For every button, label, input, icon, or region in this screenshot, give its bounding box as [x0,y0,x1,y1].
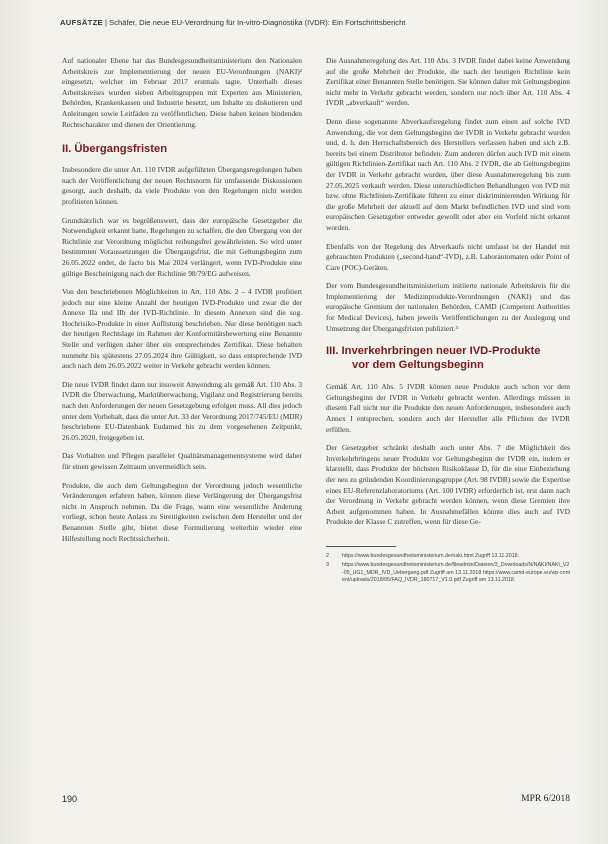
heading-line-1: III. Inverkehrbringen neuer IVD-Produkte [326,345,541,358]
right-column [326,56,570,587]
footnote-text: https://www.bundesgesundheitsministerium.de/naki.html Zugriff 13.11.2018. [342,552,520,559]
heading-line-2: vor dem Geltungsbeginn [352,359,484,372]
footnote-divider [326,546,396,547]
paragraph: Auf nationaler Ebene hat das Bundesgesundheitsministerium den Nationalen Arbeitskreis zur Implementierung der neuen EU-Verordnungen (NAKI)² eingesetzt, welcher im Februar 2017 erstmals tagte. Unterhalb dieses Arbeitskreises wurden sieben Arbeitsgruppen mit Experten aus Ministerien, Behörden, Krankenkassen und Industrie besetzt, um Inhalte zu diskutieren und Anleitungen sowie Leitfäden zu veröffentlichen. Diese haben keinen bindenden Rechtscharakter und dienen der Orientierung. [62,56,302,129]
paragraph: Denn diese sogenannte Abverkaufsregelung findet zum einen auf solche IVD Anwendung, die vor dem Geltungsbeginn der IVDR in Verkehr gebracht wurden und, d. h. den Herrschaftsbereich des Herstellers verlassen haben und sich z.B. bereits bei einem Distributor befinden. Zum anderen dürfen auch IVD mit einem gültigen Richtlinien-Zertifikat nach Art. 110 Abs. 2 IVDR, die ab Geltungsbeginn der IVDR in Verkehr gebracht wurden, über diese Ausnahmeregelung bis zum 27.05.2025 verkauft werden. Diese unterschiedlichen Behandlungen von IVD mit bzw. ohne Richtlinien-Zertifikate führen zu einer diskriminierenden Wirkung für die große Mehrheit der aktuell auf dem Markt befindlichen IVD und sind vom europäischen Gesetzgeber entweder gewollt oder aber ein Vorfeld nicht erkannt worden. [326,116,570,232]
paragraph: Der Gesetzgeber schränkt deshalb auch unter Abs. 7 die Möglichkeit des Inverkehrbringens neuer Produkte vor Geltungsbeginn der IVDR ein, indem er klarstellt, dass Produkte der höchsten Risikoklasse D, für die eine Einbeziehung der neu zu gründenden Koordinierungsgruppe (Art. 98 IVDR) sowie die Expertise eines EU-Referenzlaboratoriums (Art. 100 IVDR) erforderlich ist, erst dann nach der Verordnung in Verkehr gebracht werden können, wenn diese Gremien ihre Arbeit aufgenommen haben. In Ausnahmefällen könnte dies auch auf IVD Produkte der Klasse C zutreffen, wenn für diese Ge- [326,443,570,527]
running-header [60,18,568,27]
left-column [62,56,302,552]
footnote [326,553,570,560]
journal-issue: MPR 6/2018 [521,794,570,804]
paragraph: Das Vorhalten und Pflegen paralleler Qualitätsmanagementsysteme wird daher für einen gewissen Zeitraum unvermeidlich sein. [62,451,302,471]
paragraph: Die Ausnahmeregelung des Art. 110 Abs. 3 IVDR findet dabei keine Anwendung auf die große Mehrheit der Produkte, die nach der heutigen Richtlinie kein Zertifikat einer Benannten Stelle benötigen. Sie können daher mit Geltungsbeginn nicht mehr in Verkehr gebracht werden, sondern nur noch über Art. 110 Abs. 4 IVDR „abverkauft“ werden. [326,56,570,108]
section-heading-inverkehrbringen [326,344,570,372]
footnote-text: https://www.bundesgesundheitsministerium.de/fileadmin/Dateien/3_Downloads/N/NAKI/NAKI_V2-05_UG1_MDR_IVD_Uebergang.pdf Zugriff am 13.11.2018 https://www.camd-europe.eu/wp-content/uploads/2018/05/FAQ_IVDR_180717_V1.0.pdf Zugriff am 13.11.2018. [342,562,570,584]
header-separator: | [105,18,108,27]
paragraph: Von den beschriebenen Möglichkeiten in Art. 110 Abs. 2 – 4 IVDR profitiert jedoch nur eine kleine Anzahl der heutigen IVD-Produkte und zwar die der Annexe IIa und IIb der IVD-Richtlinie. In diesem Annexen sind die sog. Hochrisiko-Produkte in einer Auflistung beschrieben. Nur diese benötigen nach der heutigen Rechtslage im Rahmen der Konformitätsbewertung eine Benannte Stelle und verfügen daher über ein entsprechendes Zertifikat. Diese behalten nunmehr bis spätestens 27.05.2024 ihre Gültigkeit, so dass entsprechende IVD auch nach dem 26.05.2022 weiter in Verkehr gebracht werden können. [62,287,302,371]
paragraph: Die neue IVDR findet dann nur insoweit Anwendung als gemäß Art. 110 Abs. 3 IVDR die Überwachung, Marktüberwachung, Vigilanz und Registrierung bereits nach den Anforderungen der neuen Gesetzgebung erfolgen muss. All dies jedoch unter dem Vorbehalt, dass die unter Art. 33 der Verordnung 2017/745/EU (MDR) beschriebene EU-Datenbank Eudamed bis zu dem vorgesehenen Zeitpunkt, 26.05.2020, freigegeben ist. [62,379,302,442]
footnote [326,562,570,584]
header-category: AUFSÄTZE [60,18,103,27]
page-number: 190 [62,794,78,804]
paragraph: Der vom Bundesgesundheitsministerium initiierte nationale Arbeitskreis für die Implementierung der Medizinprodukte-Verordnungen (NAKI) und das europäische Gremium der nationalen Behörden, CAMD (Competent Authorities for Medical Devices), haben jeweils Veröffentlichungen zu der Auslegung und Umsetzung der Übergangsfristen publiziert.³ [326,281,570,333]
footnote-number: 2 [326,552,329,559]
paragraph: Produkte, die auch dem Geltungsbeginn der Verordnung jedoch wesentliche Veränderungen erfahren haben, können diese Verlängerung der Übergangsfrist nicht in Anspruch nehmen. Da die Frage, wann eine wesentliche Änderung vorliegt, schon heute Anlass zu Streitigkeiten zwischen dem Hersteller und der Benannten Stelle gibt, bietet diese Formulierung weiterhin wieder eine Hilfestellung noch Rechtssicherheit. [62,480,302,543]
header-running-title: Schäfer, Die neue EU-Verordnung für In-vitro-Diagnostika (IVDR): Ein Fortschrittsbericht [109,18,406,27]
paragraph: Ebenfalls von der Regelung des Abverkaufs nicht umfasst ist der Handel mit gebrauchten Produkten („second-hand“-IVD), z.B. Laborautomaten oder Point of Care (POC)-Geräten. [326,241,570,272]
paragraph: Grundsätzlich war es begrüßenswert, dass der europäische Gesetzgeber die Notwendigkeit erkannt hatte, Regelungen zu schaffen, die den Übergang von der Richtlinie zur Verordnung möglichst reibungsfrei gewährleisten. So wird unter bestimmten Voraussetzungen die Übergangsfrist, die mit Geltungsbeginn zum 26.05.2022 endet, de facto bis Mai 2024 verlängert, wenn IVD-Produkte eine gültige Bescheinigung nach der Richtlinie 98/79/EG aufweisen. [62,215,302,278]
section-heading-uebergangsfristen: II. Übergangsfristen [62,143,168,156]
paragraph: Gemäß Art. 110 Abs. 5 IVDR können neue Produkte auch schon vor dem Geltungsbeginn der IVDR in Verkehr gebracht werden. Allerdings müssen in diesem Fall nicht nur die Produkte den neuen Anforderungen, insbesondere auch Annex I entsprechen, sondern auch der Hersteller alle Pflichten der IVDR erfüllen. [326,382,570,434]
paragraph: Insbesondere die unter Art. 110 IVDR aufgeführten Übergangsregelungen haben nach der Veröffentlichung der neuen Rechtsnorm für umfassende Diskussionen gesorgt, auch deshalb, da viele Produkte von den Regelungen nicht werden profitieren können. [62,165,302,206]
footnote-number: 3 [326,562,329,569]
